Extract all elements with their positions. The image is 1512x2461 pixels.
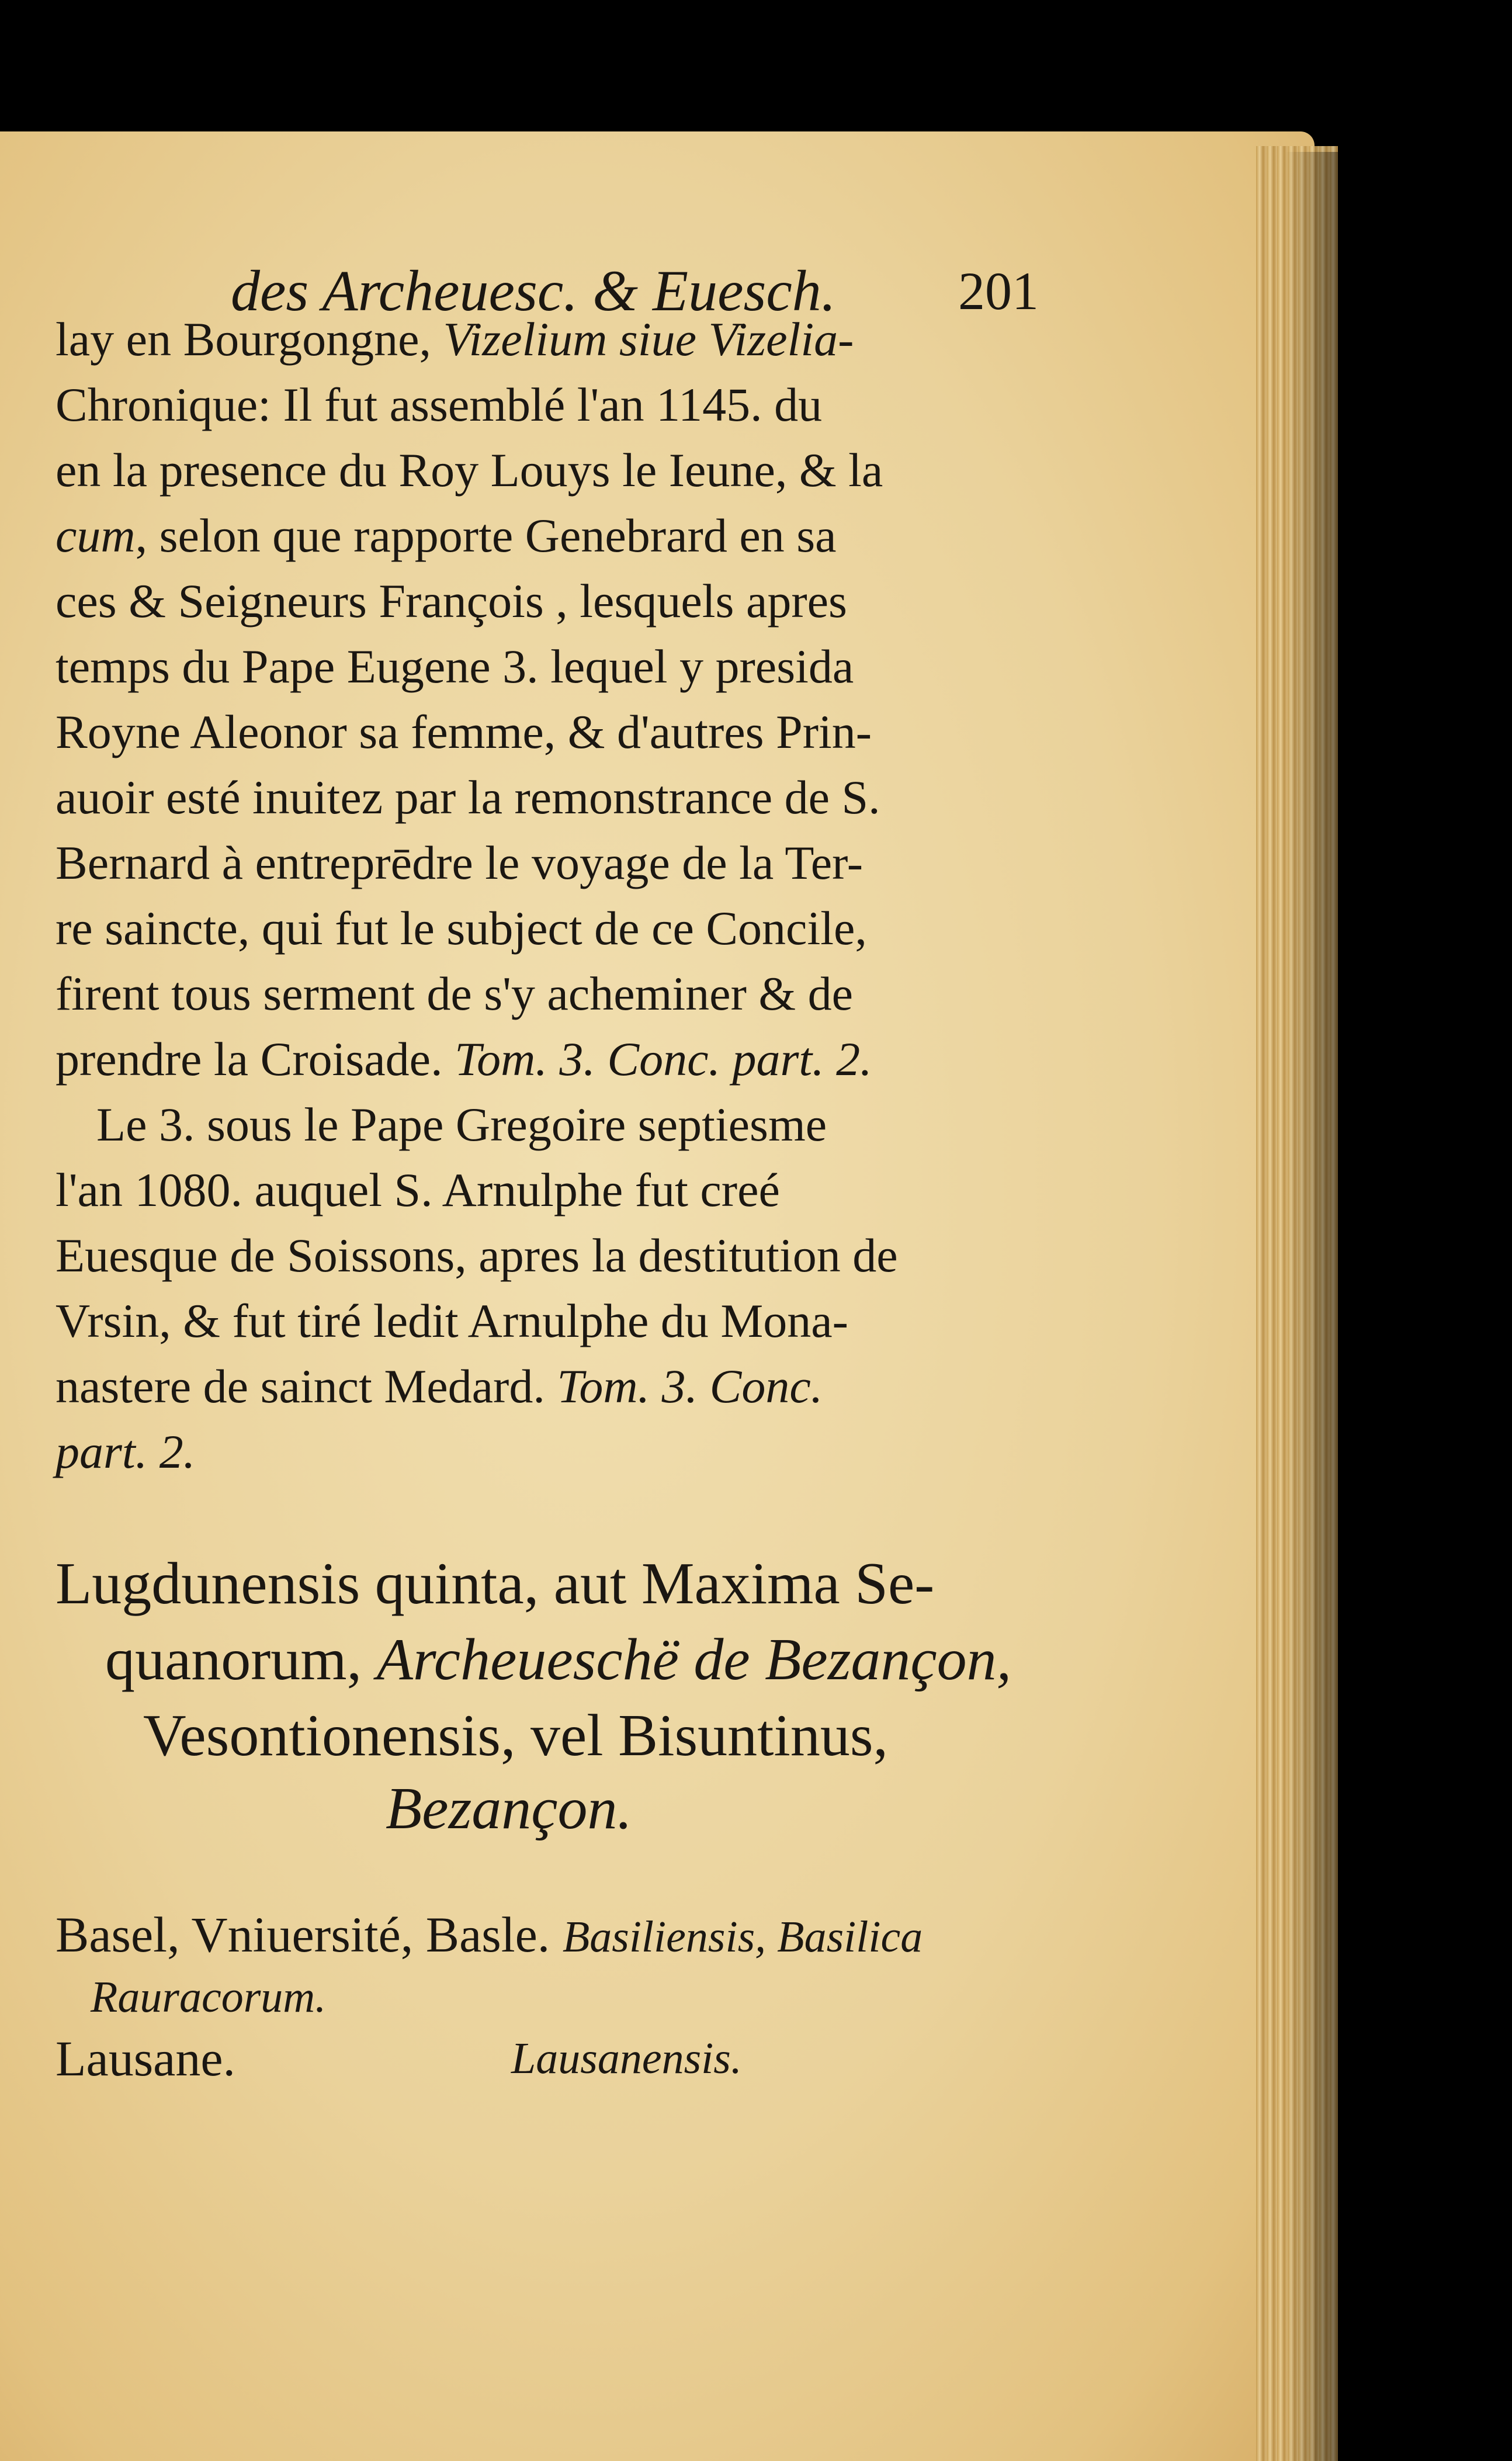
body-line-1 xyxy=(56,313,854,366)
body-line-text: re saincte, qui fut le subject de ce Concile, xyxy=(56,902,867,955)
body-line-17 xyxy=(56,1360,823,1413)
body-line-text: l'an 1080. auquel S. Arnulphe fut creé xyxy=(56,1163,780,1216)
body-line-text: nastere de sainct Medard. xyxy=(56,1360,557,1413)
section-heading-line-4 xyxy=(386,1776,633,1842)
body-line-text: Euesque de Soissons, apres la destitution de xyxy=(56,1229,898,1282)
body-line-7 xyxy=(56,705,872,758)
page-number: 201 xyxy=(958,261,1039,321)
body-line-text: firent tous serment de s'y acheminer & de xyxy=(56,967,854,1020)
body-line-text: , selon que rapporte Genebrard en sa xyxy=(135,509,837,562)
body-line-13 xyxy=(96,1098,827,1151)
body-line-10 xyxy=(56,902,867,955)
body-line-text: Le 3. sous le Pape Gregoire septiesme xyxy=(96,1098,827,1151)
entry-basel-cont xyxy=(91,1973,327,2022)
body-line-3 xyxy=(56,443,883,497)
section-heading-text: Vesontionensis, vel Bisuntinus, xyxy=(143,1703,889,1769)
body-line-4 xyxy=(56,509,837,562)
body-line-text: Royne Aleonor sa femme, & d'autres Prin- xyxy=(56,705,872,758)
entry-italic: Rauracorum. xyxy=(91,1973,327,2022)
body-line-italic: Tom. 3. Conc. xyxy=(557,1360,823,1413)
section-heading-line-1 xyxy=(56,1551,935,1617)
body-line-15 xyxy=(56,1229,898,1282)
body-line-italic: Vizelium siue Vizelia- xyxy=(443,313,854,366)
body-line-text: auoir esté inuitez par la remonstrance de S. xyxy=(56,771,880,824)
body-line-text: lay en Bourgongne, xyxy=(56,313,443,366)
body-line-text: Bernard à entreprēdre le voyage de la Ter- xyxy=(56,836,863,889)
entry-basel xyxy=(56,1907,923,1963)
entry-lausane xyxy=(56,2030,236,2086)
body-line-text: temps du Pape Eugene 3. lequel y presida xyxy=(56,640,854,693)
body-line-text: prendre la Croisade. xyxy=(56,1032,455,1086)
body-line-12 xyxy=(56,1032,872,1086)
body-line-2 xyxy=(56,378,823,431)
section-heading-italic: Bezançon. xyxy=(386,1776,633,1842)
body-line-5 xyxy=(56,574,847,628)
body-line-16 xyxy=(56,1294,848,1347)
entry-text: Lausane. xyxy=(56,2030,236,2086)
body-line-6 xyxy=(56,640,854,693)
body-line-9 xyxy=(56,836,863,889)
body-line-italic: part. 2. xyxy=(56,1425,196,1478)
section-heading-text: Lugdunensis quinta, aut Maxima Se- xyxy=(56,1551,935,1617)
body-line-italic: cum xyxy=(56,509,136,562)
body-line-11 xyxy=(56,967,854,1020)
running-title: des Archeuesc. & Euesch. xyxy=(231,258,836,323)
body-line-text: Chronique: Il fut assemblé l'an 1145. du xyxy=(56,378,823,431)
binding-shadow xyxy=(1285,152,1355,2461)
entry-italic: Basiliensis, Basilica xyxy=(562,1912,923,1961)
section-heading-italic: Archeueschë de Bezançon, xyxy=(376,1627,1012,1693)
body-line-italic: Tom. 3. Conc. part. 2. xyxy=(455,1032,872,1086)
body-line-14 xyxy=(56,1163,780,1216)
entry-lausane-latin: Lausanensis. xyxy=(511,2034,742,2083)
section-heading-text: quanorum, xyxy=(105,1627,377,1693)
section-heading-line-2 xyxy=(105,1627,1012,1693)
body-line-18 xyxy=(56,1425,196,1478)
body-line-8 xyxy=(56,771,880,824)
body-line-text: en la presence du Roy Louys le Ieune, & la xyxy=(56,443,883,497)
entry-text: Basel, Vniuersité, Basle. xyxy=(56,1907,563,1963)
body-line-text: ces & Seigneurs François , lesquels apres xyxy=(56,574,847,628)
body-line-text: Vrsin, & fut tiré ledit Arnulphe du Mona- xyxy=(56,1294,848,1347)
section-heading-line-3 xyxy=(143,1703,889,1769)
